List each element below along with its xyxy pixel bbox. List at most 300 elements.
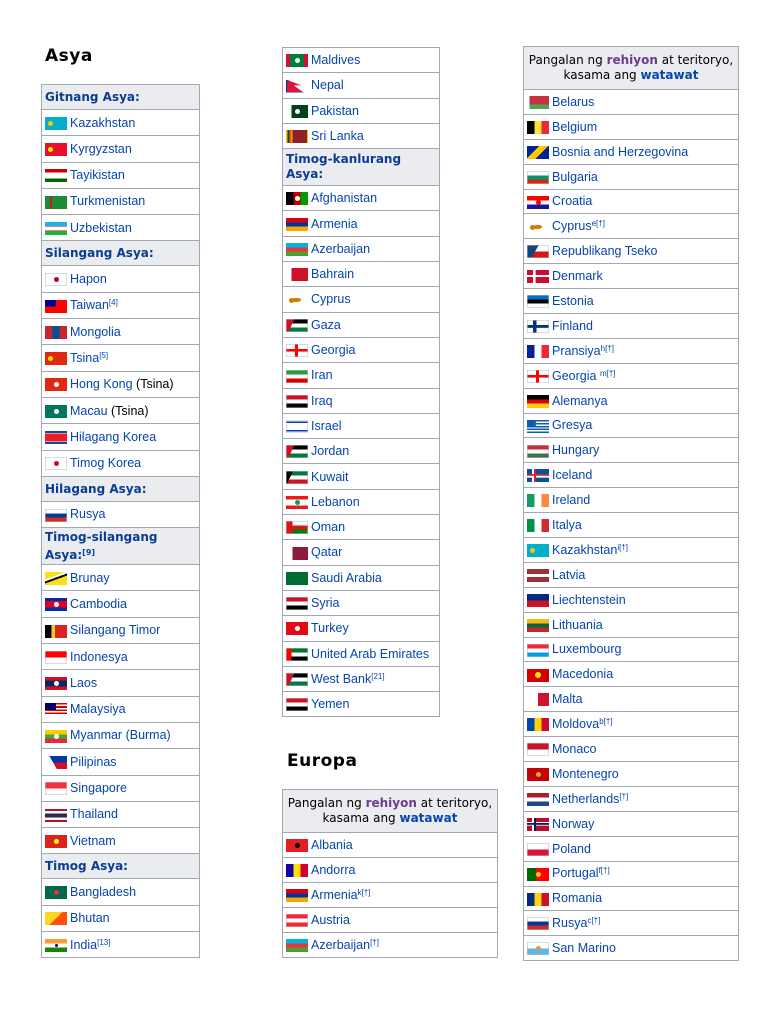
list-item: [283, 186, 440, 211]
footnote-ref[interactable]: [†]: [370, 937, 379, 947]
country-link[interactable]: Brunay: [70, 570, 110, 585]
nepal-flag-icon: [286, 80, 308, 93]
palestine-flag-icon: [286, 319, 308, 332]
monaco-flag-icon: [527, 743, 549, 756]
maldives-flag-icon: [286, 54, 308, 67]
country-cell: [524, 388, 739, 413]
country-cell: [42, 501, 200, 527]
list-item: [524, 936, 739, 961]
country-cell: [42, 371, 200, 397]
list-item: [283, 590, 440, 615]
bahrain-flag-icon: [286, 268, 308, 281]
country-link[interactable]: Azerbaijan: [311, 241, 371, 256]
kazakhstan-flag-icon: [527, 544, 549, 557]
iceland-flag-icon: [527, 469, 549, 482]
country-cell: [524, 189, 739, 214]
list-item: [42, 424, 200, 450]
country-cell: [42, 292, 200, 318]
list-item: [524, 463, 739, 488]
country-cell: [283, 312, 440, 337]
footnote-ref[interactable]: c[†]: [587, 916, 601, 926]
country-link[interactable]: Thailand: [70, 807, 118, 822]
country-link[interactable]: Portugal: [552, 866, 599, 881]
country-link[interactable]: Malaysiya: [70, 702, 126, 717]
region-group-header: [42, 528, 200, 565]
country-link[interactable]: Macedonia: [552, 667, 614, 682]
country-cell: [283, 73, 440, 98]
list-item: [524, 214, 739, 239]
list-item: [524, 662, 739, 687]
country-cell: [283, 413, 440, 438]
moldova-flag-icon: [527, 718, 549, 731]
footnote-ref[interactable]: e[†]: [591, 219, 605, 229]
country-cell: [283, 616, 440, 641]
europe-heading: Europa: [287, 751, 358, 771]
country-cell: [524, 861, 739, 886]
country-cell: [42, 801, 200, 827]
group-header-row: [42, 528, 200, 565]
country-link[interactable]: Mongolia: [70, 324, 121, 339]
country-cell: [42, 215, 200, 241]
country-link[interactable]: Bosnia and Herzegovina: [552, 144, 689, 159]
country-link[interactable]: Iceland: [552, 468, 593, 483]
country-cell: [42, 696, 200, 722]
armenia-flag-icon: [286, 889, 308, 902]
country-link[interactable]: Lithuania: [552, 617, 603, 632]
country-cell: [524, 612, 739, 637]
country-cell: [283, 48, 440, 73]
country-cell: [283, 98, 440, 123]
mongolia-flag-icon: [45, 326, 67, 339]
country-cell: [42, 188, 200, 214]
country-link[interactable]: Cyprus: [552, 219, 592, 234]
country-link[interactable]: Laos: [70, 675, 98, 690]
bhutan-flag-icon: [45, 912, 67, 925]
footnote-ref[interactable]: m[†]: [599, 368, 616, 378]
region-group-header: [283, 149, 440, 186]
list-item: [524, 886, 739, 911]
header-hl1[interactable]: rehiyon: [606, 53, 658, 67]
austria-flag-icon: [286, 914, 308, 927]
country-link[interactable]: Belarus: [552, 94, 595, 109]
list-item: [283, 337, 440, 362]
country-link[interactable]: Luxembourg: [552, 642, 622, 657]
georgia-flag-icon: [527, 370, 549, 383]
country-cell: [524, 289, 739, 314]
country-link[interactable]: Albania: [311, 837, 353, 852]
country-link[interactable]: Austria: [311, 912, 350, 927]
country-cell: [42, 828, 200, 854]
syria-flag-icon: [286, 597, 308, 610]
laos-flag-icon: [45, 677, 67, 690]
list-item: [42, 136, 200, 162]
country-link[interactable]: Monaco: [552, 742, 597, 756]
country-link[interactable]: Moldova: [552, 717, 600, 732]
czech-flag-icon: [527, 245, 549, 258]
list-item: [42, 749, 200, 775]
country-link[interactable]: Ireland: [552, 493, 591, 508]
country-link[interactable]: Cyprus: [311, 292, 351, 307]
andorra-flag-icon: [286, 864, 308, 877]
country-link[interactable]: United Arab Emirates: [311, 646, 430, 661]
region-group-header: [42, 854, 200, 879]
asia-table-continued: [282, 47, 440, 717]
country-link[interactable]: India: [70, 937, 98, 952]
footnote-ref[interactable]: b[†]: [599, 717, 613, 727]
country-link[interactable]: Afghanistan: [311, 191, 378, 206]
country-cell: [42, 775, 200, 801]
country-link[interactable]: Turkmenistan: [70, 194, 146, 209]
country-link[interactable]: Georgia: [552, 368, 600, 383]
armenia-flag-icon: [286, 218, 308, 231]
bosnia-flag-icon: [527, 146, 549, 159]
country-link[interactable]: Israel: [311, 418, 342, 433]
taiwan-flag-icon: [45, 300, 67, 313]
finland-flag-icon: [527, 320, 549, 333]
china-flag-icon: [45, 352, 67, 365]
country-cell: [42, 450, 200, 476]
table-header: [524, 47, 739, 90]
srilanka-flag-icon: [286, 130, 308, 143]
list-item: [42, 345, 200, 371]
country-cell: [524, 513, 739, 538]
list-item: [42, 450, 200, 476]
country-link[interactable]: Syria: [311, 595, 340, 610]
list-item: [524, 363, 739, 388]
japan-flag-icon: [45, 273, 67, 286]
northkorea-flag-icon: [45, 431, 67, 444]
israel-flag-icon: [286, 420, 308, 433]
list-item: [42, 397, 200, 423]
country-link[interactable]: Estonia: [552, 293, 594, 308]
country-cell: [524, 886, 739, 911]
country-link[interactable]: Armenia: [311, 887, 358, 902]
country-link[interactable]: Kyrgyzstan: [70, 141, 132, 156]
country-link[interactable]: Bulgaria: [552, 169, 598, 184]
country-link[interactable]: Bangladesh: [70, 884, 137, 899]
country-link[interactable]: Kazakhstan: [552, 542, 618, 557]
list-item: [524, 762, 739, 787]
southkorea-flag-icon: [45, 457, 67, 470]
list-item: [283, 363, 440, 388]
country-cell: [42, 565, 200, 591]
country-link[interactable]: Myanmar (Burma): [70, 728, 171, 743]
country-link[interactable]: Alemanya: [552, 393, 608, 408]
header-mid: at teritoryo, kasama ang: [563, 53, 734, 82]
country-link[interactable]: Azerbaijan: [311, 937, 371, 952]
asia-table: [41, 84, 200, 958]
singapore-flag-icon: [45, 782, 67, 795]
list-item: [524, 587, 739, 612]
header-hl1[interactable]: rehiyon: [365, 796, 417, 810]
country-link[interactable]: Oman: [311, 520, 346, 535]
europe-table-continued: [523, 46, 739, 961]
easttimor-flag-icon: [45, 625, 67, 638]
country-link[interactable]: Tayikistan: [70, 168, 125, 183]
header-pre: Pangalan ng: [528, 53, 607, 67]
list-item: [524, 737, 739, 762]
footnote-ref[interactable]: f[†]: [598, 866, 610, 876]
country-link[interactable]: Belgium: [552, 119, 598, 134]
country-link[interactable]: Turkey: [311, 621, 349, 636]
country-link[interactable]: Rusya: [552, 916, 588, 931]
country-link[interactable]: Hapon: [70, 272, 107, 287]
country-cell: [524, 737, 739, 762]
country-cell: [524, 114, 739, 139]
country-cell: [283, 515, 440, 540]
list-item: [42, 775, 200, 801]
list-item: [524, 488, 739, 513]
region-group-title[interactable]: Timog-silangang Asya:: [45, 529, 158, 562]
list-item: [524, 911, 739, 936]
country-link[interactable]: Singapore: [70, 781, 127, 796]
group-header-row: [283, 149, 440, 186]
kuwait-flag-icon: [286, 471, 308, 484]
country-link[interactable]: Qatar: [311, 545, 343, 560]
country-cell: [42, 905, 200, 931]
bulgaria-flag-icon: [527, 171, 549, 184]
country-link[interactable]: Lebanon: [311, 494, 360, 509]
country-cell: [524, 338, 739, 363]
list-item: [42, 371, 200, 397]
country-link[interactable]: Hilagang Korea: [70, 429, 157, 444]
list-item: [42, 565, 200, 591]
country-link[interactable]: Hungary: [552, 443, 600, 458]
belarus-flag-icon: [527, 96, 549, 109]
palestine-flag-icon: [286, 673, 308, 686]
footnote-ref[interactable]: [5]: [99, 350, 109, 360]
country-link[interactable]: Nepal: [311, 78, 344, 93]
cambodia-flag-icon: [45, 598, 67, 611]
country-cell: [283, 211, 440, 236]
country-link[interactable]: Silangang Timor: [70, 623, 161, 638]
country-cell: [524, 762, 739, 787]
country-link[interactable]: Iraq: [311, 393, 333, 408]
country-link[interactable]: Poland: [552, 841, 591, 856]
country-cell: [42, 879, 200, 905]
region-group-title[interactable]: Timog Asya:: [45, 859, 128, 874]
list-item: [42, 932, 200, 958]
belgium-flag-icon: [527, 121, 549, 134]
list-item: [524, 861, 739, 886]
list-item: [42, 670, 200, 696]
footnote-ref[interactable]: [9]: [82, 547, 96, 557]
iraq-flag-icon: [286, 395, 308, 408]
country-link[interactable]: Macau: [70, 403, 108, 418]
asia-heading: Asya: [45, 46, 93, 66]
group-header-row: [42, 854, 200, 879]
country-link[interactable]: Bahrain: [311, 267, 355, 282]
greece-flag-icon: [527, 420, 549, 433]
india-flag-icon: [45, 939, 67, 952]
list-item: [283, 489, 440, 514]
russia-flag-icon: [45, 509, 67, 522]
jordan-flag-icon: [286, 445, 308, 458]
country-cell: [524, 314, 739, 339]
country-link[interactable]: Pransiya: [552, 343, 601, 358]
list-item: [524, 239, 739, 264]
country-link[interactable]: Hong Kong: [70, 377, 133, 392]
group-header-row: [42, 241, 200, 266]
list-item: [524, 90, 739, 115]
country-cell: [283, 262, 440, 287]
list-item: [524, 189, 739, 214]
country-cell: [524, 811, 739, 836]
country-link[interactable]: Uzbekistan: [70, 220, 132, 235]
list-item: [283, 616, 440, 641]
country-cell: [283, 363, 440, 388]
list-item: [42, 828, 200, 854]
country-link[interactable]: Croatia: [552, 194, 593, 209]
list-item: [283, 123, 440, 148]
list-item: [524, 562, 739, 587]
country-link[interactable]: Vietnam: [70, 833, 116, 848]
country-link[interactable]: Pilipinas: [70, 754, 117, 769]
country-link[interactable]: Gaza: [311, 317, 341, 332]
country-link[interactable]: Indonesya: [70, 649, 128, 664]
region-group-header: [42, 241, 200, 266]
country-link[interactable]: Maldives: [311, 53, 361, 68]
header-hl2[interactable]: watawat: [399, 811, 458, 825]
macau-flag-icon: [45, 405, 67, 418]
list-item: [524, 538, 739, 563]
lithuania-flag-icon: [527, 619, 549, 632]
country-cell: [42, 397, 200, 423]
cyprus-flag-icon: [286, 294, 308, 307]
country-link[interactable]: Republikang Tseko: [552, 244, 658, 259]
region-group-title[interactable]: Gitnang Asya:: [45, 90, 140, 104]
region-group-title[interactable]: Silangang Asya:: [45, 246, 154, 261]
philippines-flag-icon: [45, 756, 67, 769]
country-link[interactable]: Denmark: [552, 269, 603, 284]
country-link[interactable]: Netherlands: [552, 791, 620, 806]
country-link[interactable]: Taiwan: [70, 298, 109, 313]
country-link[interactable]: Liechtenstein: [552, 592, 626, 607]
region-group-header: [42, 85, 200, 110]
country-link[interactable]: Sri Lanka: [311, 128, 364, 143]
country-link[interactable]: Bhutan: [70, 911, 110, 926]
list-item: [283, 211, 440, 236]
country-cell: [524, 463, 739, 488]
region-group-title[interactable]: Timog-kanlurang Asya:: [286, 152, 402, 182]
country-link[interactable]: Pakistan: [311, 103, 359, 118]
country-link[interactable]: Andorra: [311, 862, 356, 877]
list-item: [524, 836, 739, 861]
list-item: [283, 833, 498, 858]
azerbaijan-flag-icon: [286, 243, 308, 256]
country-cell: [283, 337, 440, 362]
footnote-ref[interactable]: [21]: [371, 671, 385, 681]
azerbaijan-flag-icon: [286, 939, 308, 952]
country-link[interactable]: Saudi Arabia: [311, 570, 382, 585]
country-cell: [283, 236, 440, 261]
netherlands-flag-icon: [527, 793, 549, 806]
country-link[interactable]: Armenia: [311, 216, 358, 231]
country-link[interactable]: Malta: [552, 692, 583, 707]
country-cell: [524, 264, 739, 289]
thailand-flag-icon: [45, 809, 67, 822]
list-item: [283, 287, 440, 312]
list-item: [42, 905, 200, 931]
country-cell: [524, 712, 739, 737]
cyprus-flag-icon: [527, 221, 549, 234]
country-link[interactable]: West Bank: [311, 671, 372, 686]
country-link[interactable]: Cambodia: [70, 597, 127, 611]
country-link[interactable]: Tsina: [70, 350, 100, 365]
country-link[interactable]: Norway: [552, 816, 595, 831]
yemen-flag-icon: [286, 698, 308, 711]
list-item: [283, 98, 440, 123]
list-item: [283, 540, 440, 565]
header-mid: at teritoryo, kasama ang: [322, 796, 493, 825]
country-cell: [524, 413, 739, 438]
list-item: [283, 565, 440, 590]
malaysia-flag-icon: [45, 703, 67, 716]
country-link[interactable]: Latvia: [552, 567, 586, 582]
country-link[interactable]: Kuwait: [311, 469, 349, 484]
list-item: [524, 612, 739, 637]
country-cell: [524, 164, 739, 189]
country-cell: [524, 239, 739, 264]
header-pre: Pangalan ng: [287, 796, 366, 810]
list-item: [524, 637, 739, 662]
country-link[interactable]: Yemen: [311, 697, 350, 712]
list-item: [524, 139, 739, 164]
footnote-ref[interactable]: h[†]: [600, 343, 614, 353]
country-cell: [283, 883, 498, 908]
country-link[interactable]: Montenegro: [552, 766, 619, 781]
country-cell: [42, 749, 200, 775]
romania-flag-icon: [527, 893, 549, 906]
list-item: [283, 236, 440, 261]
liechtenstein-flag-icon: [527, 594, 549, 607]
uzbekistan-flag-icon: [45, 222, 67, 235]
country-link[interactable]: Gresya: [552, 418, 593, 433]
malta-flag-icon: [527, 693, 549, 706]
country-link[interactable]: Timog Korea: [70, 456, 142, 471]
footnote-ref[interactable]: k[†]: [357, 887, 371, 897]
footnote-ref[interactable]: [13]: [97, 937, 111, 947]
footnote-ref[interactable]: [4]: [108, 298, 118, 308]
indonesia-flag-icon: [45, 651, 67, 664]
norway-flag-icon: [527, 818, 549, 831]
footnote-ref[interactable]: i[†]: [617, 542, 628, 552]
footnote-ref[interactable]: [†]: [619, 791, 629, 801]
country-cell: [283, 858, 498, 883]
saudi-flag-icon: [286, 572, 308, 585]
list-item: [42, 162, 200, 188]
country-link[interactable]: Georgia: [311, 343, 356, 358]
country-link[interactable]: Rusya: [70, 507, 106, 522]
header-hl2[interactable]: watawat: [640, 68, 699, 82]
country-link[interactable]: Jordan: [311, 444, 350, 459]
brunei-flag-icon: [45, 572, 67, 585]
country-link[interactable]: Iran: [311, 368, 333, 383]
iran-flag-icon: [286, 370, 308, 383]
country-link[interactable]: Kazakhstan: [70, 115, 136, 130]
list-item: [524, 712, 739, 737]
list-item: [283, 388, 440, 413]
sanmarino-flag-icon: [527, 942, 549, 955]
country-link[interactable]: San Marino: [552, 941, 616, 956]
region-group-title[interactable]: Hilagang Asya:: [45, 481, 147, 496]
country-cell: [42, 932, 200, 958]
country-link[interactable]: Finland: [552, 318, 593, 333]
country-link[interactable]: Romania: [552, 891, 603, 906]
country-cell: [42, 345, 200, 371]
country-cell: [42, 162, 200, 188]
country-link[interactable]: Italya: [552, 517, 582, 532]
